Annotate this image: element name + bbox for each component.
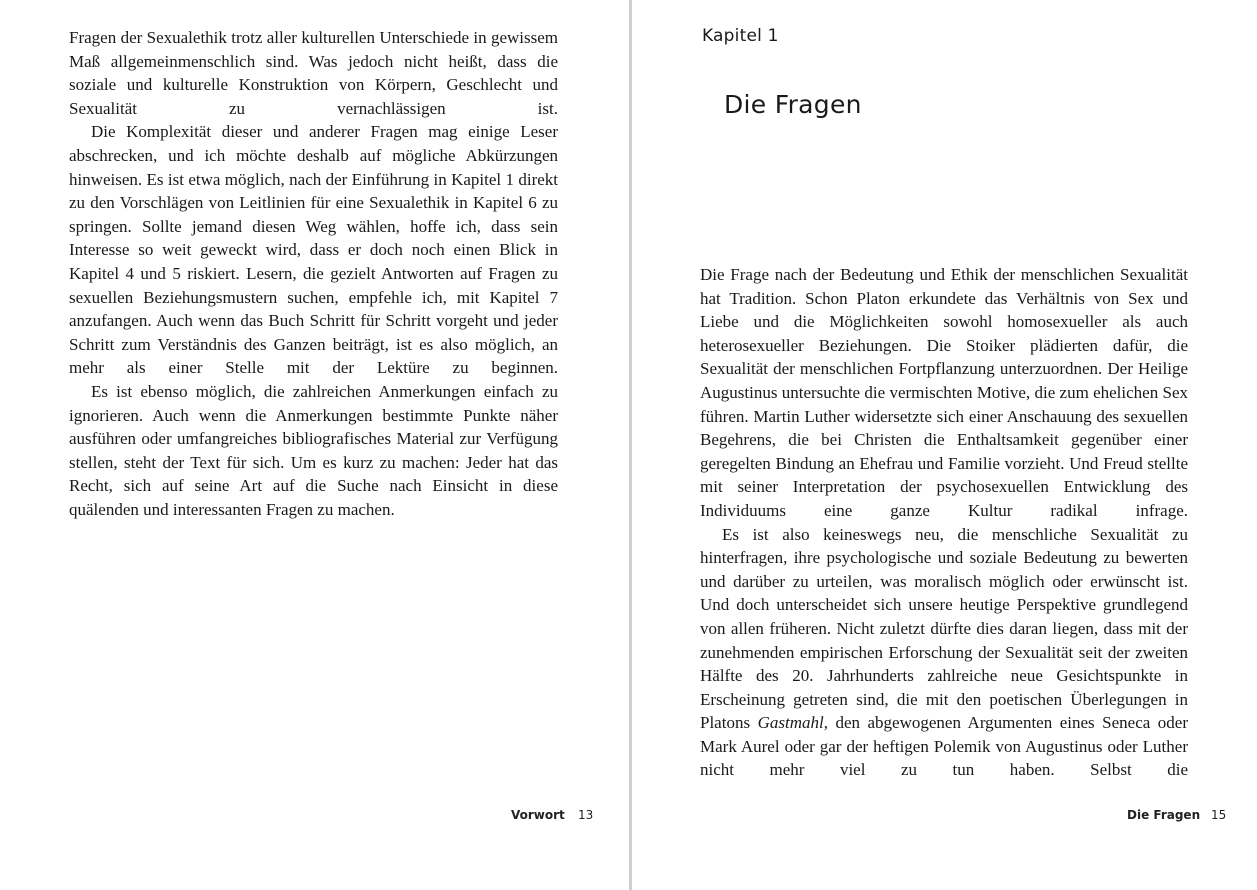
left-page-number: 13 [578,808,594,822]
left-running-footer: Vorwort [511,808,565,822]
right-paragraph-1: Die Frage nach der Bedeutung und Ethik der menschlichen Sexualität hat Tradition. Schon Platon erkundete das Verhältnis von Sex und Liebe und die Möglichkeiten sowohl homosexueller als auch heterosexueller Beziehungen. Die Stoiker plädierten dafür, die Sexualität der menschlichen Fortpflanzung unterzuordnen. Der Heilige Augustinus untersuchte die vermischten Motive, die zum ehelichen Sex führen. Martin Luther widersetzte sich einer Anschauung des sexuellen Begehrens, die bei Christen die Enthaltsamkeit gegenüber einer geregelten Bindung an Ehefrau und Familie vorzieht. Und Freud stellte mit seiner Interpretation der psychosexuellen Entwicklung des Individuums eine ganze Kultur radikal infrage. [700,265,1188,520]
right-page-body [700,263,1188,782]
left-paragraph-2: Die Komplexität dieser und anderer Fragen mag einige Leser abschrecken, und ich möchte deshalb auf mögliche Abkürzungen hinweisen. Es ist etwa möglich, nach der Einführung in Kapitel 1 direkt zu den Vorschlägen von Leitlinien für eine Sexualethik in Kapitel 6 zu springen. Sollte jemand diesen Weg wählen, hoffe ich, dass sein Interesse so weit geweckt wird, dass er doch noch einen Blick in Kapitel 4 und 5 riskiert. Lesern, die gezielt Antworten auf Fragen zu sexuellen Beziehungsmustern suchen, empfehle ich, mit Kapitel 7 anzufangen. Auch wenn das Buch Schritt für Schritt vorgeht und jeder Schritt zum Verständnis des Ganzen beiträgt, ist es also möglich, an mehr als einer Stelle mit der Lektüre zu beginnen. [69,122,558,378]
chapter-label: Kapitel 1 [702,26,779,46]
chapter-title: Die Fragen [724,90,862,119]
left-paragraph-3: Es ist ebenso möglich, die zahlreichen Anmerkungen einfach zu ignorieren. Auch wenn die Anmerkungen bestimmte Punkte näher ausführen oder umfangreiches bibliografisches Material zur Verfügung stellen, steht der Text für sich. Um es kurz zu machen: Jeder hat das Recht, sich auf seine Art auf die Suche nach Einsicht in diese quälenden und interessanten Fragen zu machen. [69,381,558,519]
left-paragraph-1: Fragen der Sexualethik trotz aller kulturellen Unterschiede in gewissem Maß allgemeinmenschlich sind. Was jedoch nicht heißt, dass die soziale und kulturelle Konstruktion von Körpern, Geschlecht und Sexualität zu vernachlässigen ist. [69,28,558,118]
right-paragraph-2-text-a: Es ist also keineswegs neu, die menschliche Sexualität zu hinterfragen, ihre psychologische und soziale Bedeutung zu bewerten und darüber zu urteilen, was moralisch möglich oder erwünscht ist. Und doch unterscheidet sich unsere heutige Perspektive grundlegend von allen früheren. Nicht zuletzt dürfte dies daran liegen, dass mit der zunehmenden empirischen Erforschung der Sexualität seit der zweiten Hälfte des 20. Jahrhunderts zahlreiche neue Gesichtspunkte in Erscheinung getreten sind, die mit den poetischen Überlegungen in Platons [700,524,1188,733]
right-running-footer: Die Fragen [1127,808,1201,822]
left-page-body [69,26,558,521]
right-page-number: 15 [1211,808,1227,822]
right-paragraph-2 [700,523,1188,783]
right-paragraph-2-text-b: , den abgewogenen Argumenten eines Seneca oder Mark Aurel oder gar der heftigen Polemik von Augustinus oder Luther nicht mehr viel zu tun haben. Selbst die [700,713,1188,780]
book-title-gastmahl: Gastmahl [757,713,824,733]
